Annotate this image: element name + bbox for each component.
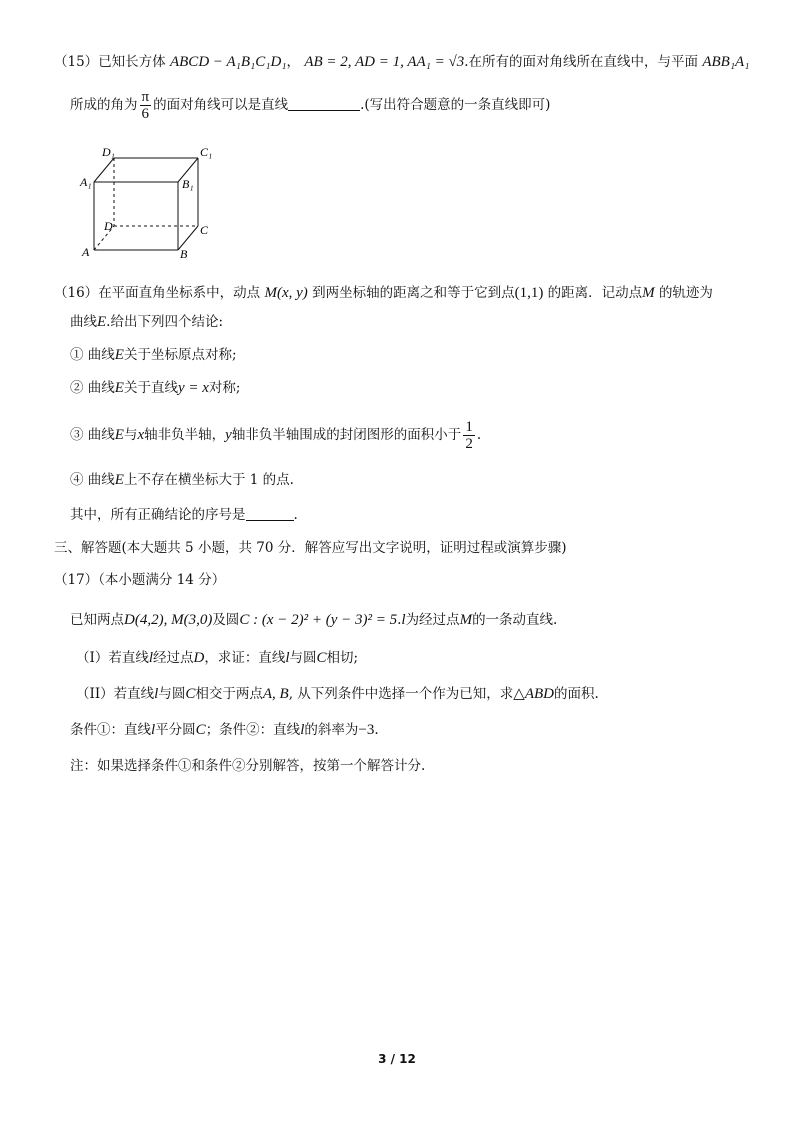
label-C: C <box>200 223 209 237</box>
label-A: A <box>82 245 90 259</box>
q15-body-expr: ABCD − A₁B₁C₁D₁ <box>169 54 287 70</box>
q16-line-1: （16）在平面直角坐标系中，动点 M(x, y) 到两坐标轴的距离之和等于它到点(1,1) 的距离．记动点M 的轨迹为 <box>54 285 713 301</box>
page-number: 3 / 12 <box>378 1052 416 1066</box>
q16-answer-line: 其中，所有正确结论的序号是 . <box>70 507 298 523</box>
q16-half-fraction: $\frac{1}{2}$ <box>465 419 473 452</box>
label-B: B <box>180 247 188 261</box>
q16-conclusion-3: ③ 曲线E与x轴非负半轴，y轴非负半轴围成的封闭图形的面积小于 $\frac{1}{2}$ . <box>70 419 482 452</box>
q16-answer-blank[interactable] <box>246 506 294 521</box>
q15-line-1: （15）已知长方体 ABCD − A₁B₁C₁D₁， AB = 2, AD = 1, AA₁ = √3.在所有的面对角线所在直线中，与平面 ABB₁A₁ <box>54 54 750 70</box>
q16-conclusion-1: ① 曲线E关于坐标原点对称; <box>70 347 237 363</box>
q17-part-1: （I）若直线l经过点D，求证：直线l与圆C相切; <box>76 650 359 666</box>
q17-note: 注：如果选择条件①和条件②分别解答，按第一个解答计分. <box>70 758 426 774</box>
label-A1: A₁ <box>80 175 92 189</box>
q15-line-2: 所成的角为 $\frac{\pi}{6}$ 的面对角线可以是直线 .(写出符合题意的一条直线即可) <box>70 89 551 122</box>
q16-number: （16） <box>54 285 99 301</box>
q17-heading: （17）（本小题满分 14 分） <box>54 572 226 588</box>
cuboid-figure <box>76 144 226 262</box>
label-D: D <box>104 219 113 233</box>
q16-conclusion-4: ④ 曲线E上不存在横坐标大于 1 的点. <box>70 472 294 488</box>
q15-plane: ABB₁A₁ <box>702 54 750 70</box>
q17-stem: 已知两点D(4,2), M(3,0)及圆C : (x − 2)² + (y − 3)² = 5.l为经过点M的一条动直线. <box>70 612 558 628</box>
label-B1: B₁ <box>182 177 194 191</box>
label-D1: D₁ <box>102 145 115 159</box>
label-C1: C₁ <box>200 145 213 159</box>
q16-conclusion-2: ② 曲线E关于直线y = x对称; <box>70 380 241 396</box>
q17-part-2: （II）若直线l与圆C相交于两点A, B, 从下列条件中选择一个作为已知，求△ABD的面积. <box>76 686 599 702</box>
section-3-heading: 三、解答题(本大题共 5 小题，共 70 分．解答应写出文字说明，证明过程或演算步骤) <box>54 540 567 556</box>
q15-number: （15） <box>54 54 99 70</box>
q17-conditions: 条件①：直线l平分圆C；条件②：直线l的斜率为−3. <box>70 722 379 738</box>
q15-answer-blank[interactable] <box>288 96 360 111</box>
q15-conditions: AB = 2, AD = 1, AA₁ = √3 <box>304 54 465 70</box>
q16-line-2: 曲线E.给出下列四个结论: <box>70 314 224 330</box>
q17-circle-eq: C : (x − 2)² + (y − 3)² = 5 <box>239 612 398 628</box>
q15-angle-fraction: $\frac{\pi}{6}$ <box>141 89 150 122</box>
